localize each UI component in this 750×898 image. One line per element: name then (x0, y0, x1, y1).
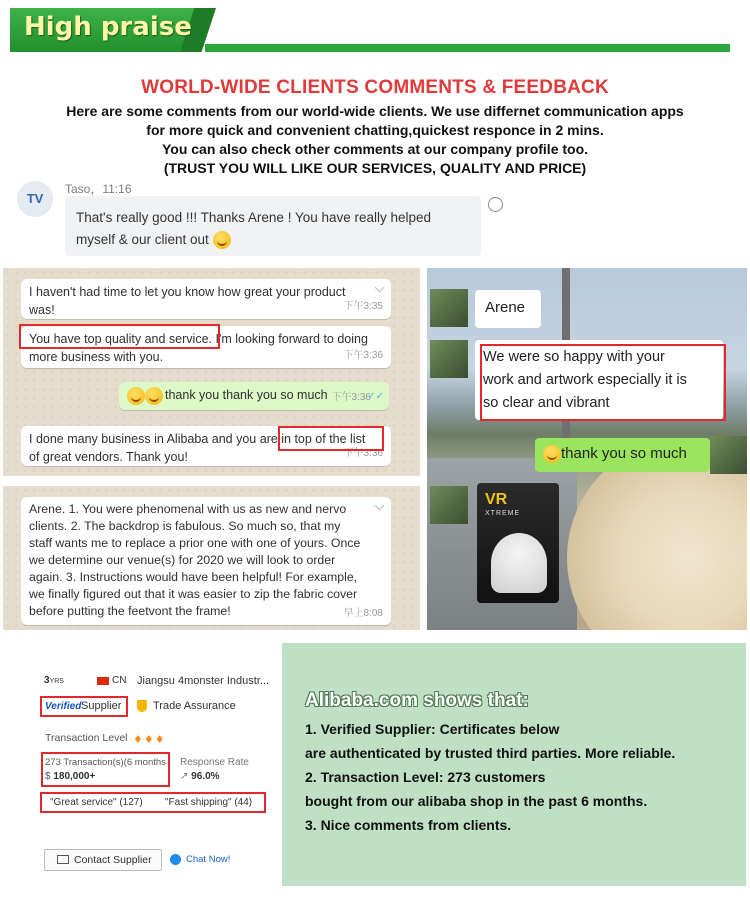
read-ticks-icon: ✓✓ (367, 391, 384, 402)
chat-message (21, 279, 391, 319)
years-badge-wrap (44, 675, 64, 686)
message-text (76, 207, 476, 251)
photo-message-line: thank you so much (561, 445, 687, 462)
country-code: CN (112, 675, 127, 686)
shield-icon (137, 700, 147, 712)
chat-line: Arene. 1. You were phenomenal with us as new and nervo (29, 502, 347, 516)
photo-message: Arene (475, 290, 541, 328)
response-rate-wrap (180, 771, 220, 782)
highlight-box (480, 344, 726, 421)
response-rate-value: 96.0% (191, 771, 220, 782)
intro-line-4: (TRUST YOU WILL LIKE OUR SERVICES, QUALITY AND PRICE) (163, 160, 587, 176)
transaction-level-label: Transaction Level (45, 732, 128, 744)
trade-assurance: Trade Assurance (153, 700, 236, 712)
chat-panel-1 (3, 268, 420, 476)
arrow-icon: ↗ (180, 771, 189, 782)
alibaba-info-card (282, 643, 746, 886)
photo-chat-panel (427, 268, 747, 630)
alibaba-info-line: 3. Nice comments from clients. (305, 817, 512, 833)
intro-line-1: Here are some comments from our world-wide clients. We use differnet communication apps (66, 103, 684, 119)
avatar (430, 289, 468, 327)
message-line-2: myself & our client out (76, 232, 209, 247)
chat-now-link[interactable]: Chat Now! (186, 854, 231, 865)
vr-logo-subtext: XTREME (485, 510, 521, 517)
chat-line: in top of the list (277, 432, 366, 446)
smile-emoji-icon (543, 445, 561, 463)
chat-line: You have top quality and service. (29, 332, 212, 346)
chat-line: before putting the feetvont the frame! (29, 604, 231, 618)
envelope-icon (57, 855, 69, 864)
verified-label: Verified (45, 701, 82, 712)
chat-panel-2 (3, 486, 420, 630)
smile-emoji-icon (127, 387, 145, 405)
chat-message-sent (119, 382, 389, 410)
years-unit: YRS (49, 678, 64, 685)
alibaba-info-line: 1. Verified Supplier: Certificates below (305, 721, 560, 737)
response-rate-label: Response Rate (180, 757, 249, 768)
alibaba-info-line: bought from our alibaba shop in the past 6 months. (305, 793, 648, 809)
header-banner (10, 8, 732, 58)
highlight-box (19, 324, 220, 349)
banner-rule (205, 44, 730, 52)
message-line-2-wrap (76, 229, 476, 251)
page-headline: WORLD-WIDE CLIENTS COMMENTS & FEEDBACK (141, 77, 609, 98)
emoji-reaction-icon[interactable] (488, 197, 503, 212)
chat-line: I haven't had time to let you know how great your product (29, 285, 346, 299)
photo-message-line: We were so happy with your (483, 349, 665, 365)
message-time: 下午3:36 (343, 448, 383, 459)
highlight-box (40, 696, 128, 717)
contact-supplier-button[interactable] (44, 849, 162, 871)
diamond-icons: ♦♦♦ (133, 733, 166, 746)
dollar-icon: $ (45, 771, 51, 782)
banner-title: High praise (24, 12, 192, 42)
chat-line: of great vendors. Thank you! (29, 450, 188, 464)
alibaba-info-line: are authenticated by trusted third parties. More reliable. (305, 745, 676, 761)
message-time: 下午3:36 (331, 392, 371, 403)
chat-message (21, 497, 391, 625)
chat-line: I done many business in Alibaba and you are (29, 432, 278, 446)
chat-line: thank you thank you so much (165, 388, 328, 402)
highlight-box (41, 752, 170, 787)
intro-line-2: for more quick and convenient chatting,quickest responce in 2 mins. (146, 122, 604, 138)
vr-seat-image (491, 533, 547, 593)
transactions-amount: 180,000+ (53, 771, 96, 782)
highlight-box (40, 792, 266, 813)
highlight-box (278, 426, 384, 451)
chat-line: staff wants me to replace a prior one with one of yours. Once (29, 536, 361, 550)
review-tag[interactable]: "Great service" (127) (50, 797, 143, 808)
company-name[interactable]: Jiangsu 4monster Industr... (137, 675, 270, 687)
chat-line: I'm looking forward to doing (212, 332, 368, 346)
vr-logo-text: VR (485, 491, 508, 508)
message-time: 下午3:35 (343, 301, 383, 312)
photo-message-sent (535, 438, 710, 472)
smile-emoji-icon (145, 387, 163, 405)
avatar (430, 340, 468, 378)
chat-line: was! (29, 303, 55, 317)
message-line-1: That's really good !!! Thanks Arene ! You have really helped (76, 210, 432, 225)
chat-line: we determine our venue(s) for 2020 we will look to order (29, 553, 336, 567)
intro-line-3: You can also check other comments at our company profile too. (161, 141, 589, 157)
alibaba-info-title: Alibaba.com shows that: (305, 690, 529, 711)
avatar (430, 486, 468, 524)
china-flag-icon (97, 677, 109, 685)
message-time: 早上8:08 (343, 608, 383, 619)
chat-bubble-icon (170, 854, 181, 865)
chat-line: clients. 2. The backdrop is fabulous. So much so, that my (29, 519, 341, 533)
photo-message-line: so clear and vibrant (483, 395, 610, 411)
message-meta: Taso，11:16 (65, 182, 132, 196)
chat-line: we finally figured out that it was easier to zip the fabric cover (29, 587, 358, 601)
alibaba-info-line: 2. Transaction Level: 273 customers (305, 769, 546, 785)
vr-product-image (477, 483, 559, 603)
contact-supplier-label: Contact Supplier (74, 854, 152, 866)
chat-line: again. 3. Instructions would have been helpful! For example, (29, 570, 358, 584)
message-time: 下午3:36 (343, 350, 383, 361)
avatar (710, 436, 747, 474)
transactions-count: 273 Transaction(s)(6 months (45, 757, 166, 768)
years-value: 3 (44, 675, 50, 686)
review-tag[interactable]: "Fast shipping" (44) (165, 797, 253, 808)
photo-message-line: work and artwork especially it is (483, 372, 687, 388)
supplier-label: Supplier (81, 700, 122, 712)
chat-line: more business with you. (29, 350, 164, 364)
smile-emoji-icon (213, 231, 231, 249)
avatar: TV (17, 181, 53, 217)
